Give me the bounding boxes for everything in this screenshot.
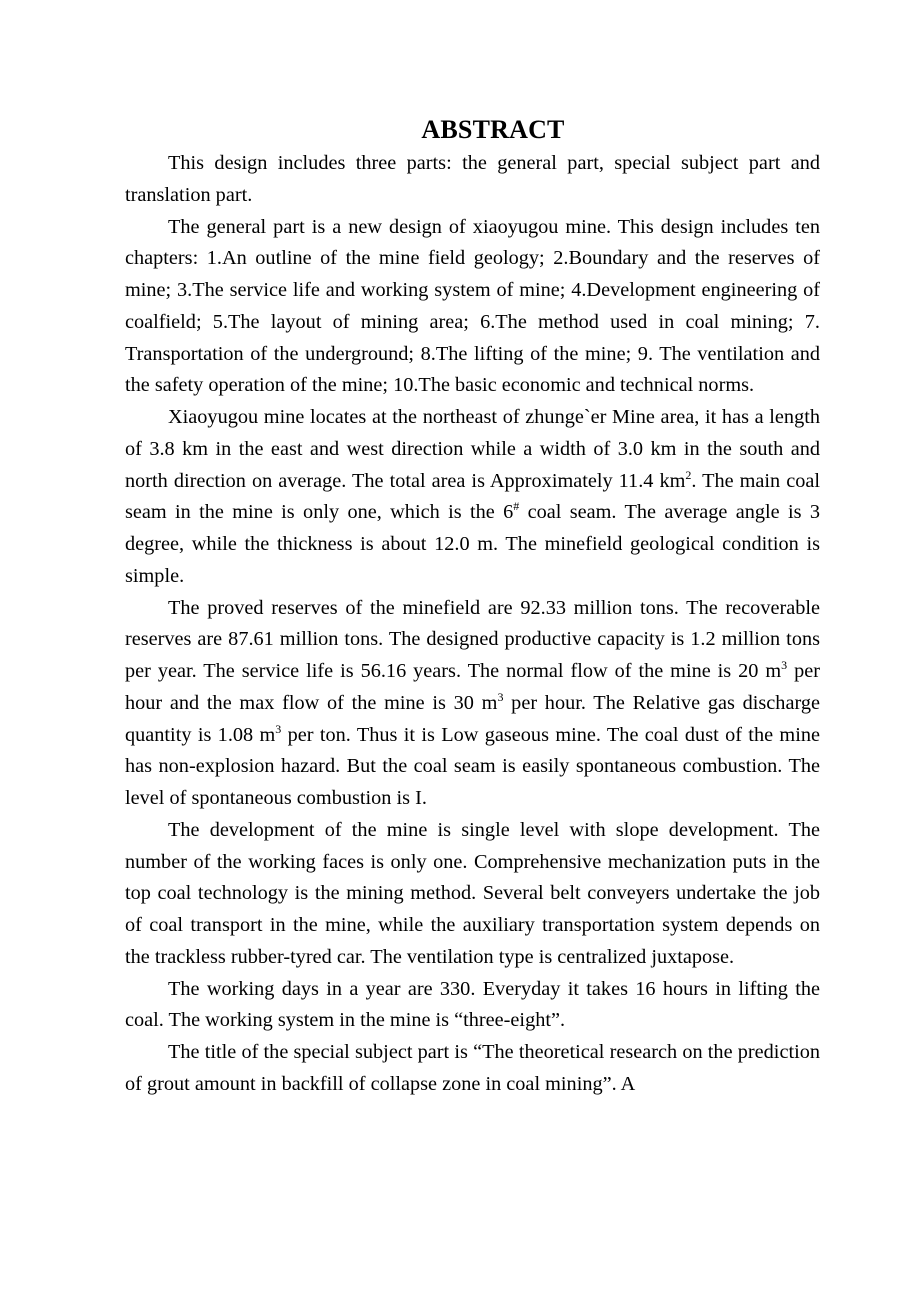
abstract-title: ABSTRACT [421,115,565,144]
text-fragment: Xiaoyugou mine locates at the northeast of zhunge`er Mine area, it has a length of 3.8 km in the east and west direction while a width of 3.0 km in the south and north direction on average. The total area is Approximately 11.4 km [125,406,820,492]
superscript: 3 [781,658,788,672]
paragraph-reserves [125,593,820,815]
text-fragment: per hour. The Relative gas discharge quantity is 1.08 m [125,691,820,746]
text-fragment: The proved reserves of the minefield are 92.33 million tons. The recoverable reserves are 87.61 million tons. The designed productive capacity is 1.2 million tons per year. The service life is 56.16 years. The normal flow of the mine is 20 m [125,596,820,682]
text-fragment: per ton. Thus it is Low gaseous mine. The coal dust of the mine has non-explosion hazard. But the coal seam is easily spontaneous combustion. The level of spontaneous combustion is I. [125,723,820,809]
text-fragment: per hour and the max flow of the mine is 30 m [125,660,821,714]
paragraph-mine-location [125,402,820,593]
paragraph-design-parts: This design includes three parts: the general part, special subject part and translation part. [125,152,820,206]
paragraph-general-part: The general part is a new design of xiaoyugou mine. This design includes ten chapters: 1.An outline of the mine field geology; 2.Boundary and the reserves of mine; 3.The service life and working system of mine; 4.Development engineering of coalfield; 5.The layout of mining area; 6.The method used in coal mining; 7. Transportation of the underground; 8.The lifting of the mine; 9. The ventilation and the safety operation of the mine; 10.The basic economic and technical norms. [125,215,820,397]
superscript: 3 [275,721,282,736]
paragraph-special-subject: The title of the special subject part is “The theoretical research on the prediction of grout amount in backfill of collapse zone in coal mining”. A [125,1041,820,1095]
superscript: 3 [497,689,504,704]
superscript: 2 [685,467,692,482]
paragraph-development: The development of the mine is single level with slope development. The number of the working faces is only one. Comprehensive mechanization puts in the top coal technology is the mining method. Several belt conveyers undertake the job of coal transport in the mine, while the auxiliary transportation system depends on the trackless rubber-tyred car. The ventilation type is centralized juxtapose. [125,818,820,968]
abstract-body [125,148,820,1101]
text-fragment: . The main coal seam in the mine is only one, which is the 6 [125,469,820,524]
paragraph-working-days: The working days in a year are 330. Everyday it takes 16 hours in lifting the coal. The working system in the mine is “three-eight”. [125,977,820,1032]
superscript: # [513,499,520,514]
text-fragment: coal seam. The average angle is 3 degree, while the thickness is about 12.0 m. The minefield geological condition is simple. [125,501,820,587]
